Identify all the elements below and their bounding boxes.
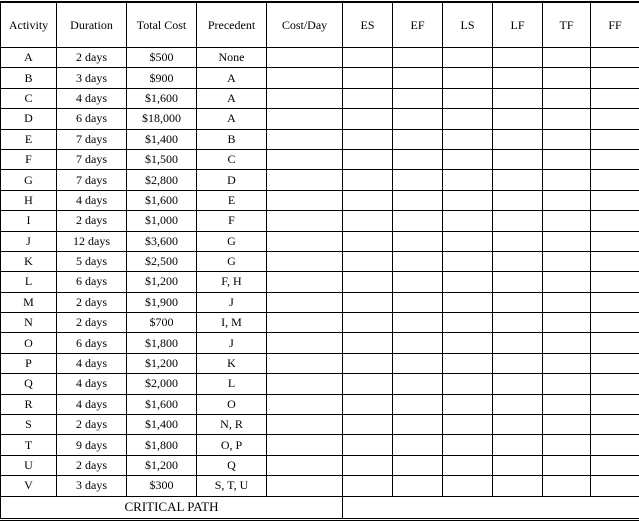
table-row xyxy=(1,394,639,414)
ef-cell[interactable] xyxy=(393,476,443,496)
cost-per-day-cell[interactable] xyxy=(267,435,343,455)
ls-cell[interactable] xyxy=(443,109,493,129)
duration-cell: 6 days xyxy=(57,272,127,292)
es-cell[interactable] xyxy=(343,231,393,251)
total-cost-cell: $1,200 xyxy=(127,272,197,292)
cost-per-day-cell[interactable] xyxy=(267,190,343,210)
cost-per-day-cell[interactable] xyxy=(267,394,343,414)
ls-cell[interactable] xyxy=(443,435,493,455)
ef-cell[interactable] xyxy=(393,333,443,353)
tf-cell[interactable] xyxy=(543,394,591,414)
ls-cell[interactable] xyxy=(443,48,493,68)
lf-cell[interactable] xyxy=(493,476,543,496)
ls-cell[interactable] xyxy=(443,333,493,353)
ef-cell[interactable] xyxy=(393,292,443,312)
ff-cell[interactable] xyxy=(591,455,639,475)
lf-cell[interactable] xyxy=(493,272,543,292)
ff-cell[interactable] xyxy=(591,394,639,414)
precedent-cell: None xyxy=(197,48,267,68)
ls-cell[interactable] xyxy=(443,272,493,292)
ls-cell[interactable] xyxy=(443,129,493,149)
lf-cell[interactable] xyxy=(493,190,543,210)
tf-cell[interactable] xyxy=(543,170,591,190)
ef-cell[interactable] xyxy=(393,170,443,190)
cost-per-day-cell[interactable] xyxy=(267,292,343,312)
tf-cell[interactable] xyxy=(543,374,591,394)
ff-cell[interactable] xyxy=(591,353,639,373)
precedent-cell: O xyxy=(197,394,267,414)
ef-cell[interactable] xyxy=(393,251,443,271)
duration-cell: 4 days xyxy=(57,394,127,414)
duration-cell: 6 days xyxy=(57,109,127,129)
ls-cell[interactable] xyxy=(443,170,493,190)
tf-cell[interactable] xyxy=(543,68,591,88)
ef-cell[interactable] xyxy=(393,231,443,251)
duration-cell: 2 days xyxy=(57,313,127,333)
es-cell[interactable] xyxy=(343,415,393,435)
total-cost-cell: $1,000 xyxy=(127,211,197,231)
precedent-cell: E xyxy=(197,190,267,210)
cost-per-day-cell[interactable] xyxy=(267,129,343,149)
ls-cell[interactable] xyxy=(443,292,493,312)
precedent-cell: F xyxy=(197,211,267,231)
total-cost-cell: $1,500 xyxy=(127,149,197,169)
table-row xyxy=(1,353,639,373)
column-header-es: ES xyxy=(343,2,393,48)
table-row xyxy=(1,435,639,455)
total-cost-cell: $2,500 xyxy=(127,251,197,271)
ff-cell[interactable] xyxy=(591,48,639,68)
precedent-cell: Q xyxy=(197,455,267,475)
total-cost-cell: $1,600 xyxy=(127,190,197,210)
lf-cell[interactable] xyxy=(493,48,543,68)
cost-per-day-cell[interactable] xyxy=(267,48,343,68)
column-header-precedent: Precedent xyxy=(197,2,267,48)
es-cell[interactable] xyxy=(343,374,393,394)
table-row xyxy=(1,109,639,129)
lf-cell[interactable] xyxy=(493,333,543,353)
tf-cell[interactable] xyxy=(543,190,591,210)
tf-cell[interactable] xyxy=(543,292,591,312)
cost-per-day-cell[interactable] xyxy=(267,455,343,475)
ls-cell[interactable] xyxy=(443,231,493,251)
es-cell[interactable] xyxy=(343,313,393,333)
duration-cell: 7 days xyxy=(57,170,127,190)
duration-cell: 2 days xyxy=(57,455,127,475)
tf-cell[interactable] xyxy=(543,211,591,231)
activity-cell: V xyxy=(1,476,57,496)
table-row xyxy=(1,149,639,169)
ef-cell[interactable] xyxy=(393,129,443,149)
es-cell[interactable] xyxy=(343,333,393,353)
tf-cell[interactable] xyxy=(543,455,591,475)
ls-cell[interactable] xyxy=(443,313,493,333)
total-cost-cell: $1,200 xyxy=(127,353,197,373)
lf-cell[interactable] xyxy=(493,211,543,231)
cost-per-day-cell[interactable] xyxy=(267,353,343,373)
lf-cell[interactable] xyxy=(493,109,543,129)
es-cell[interactable] xyxy=(343,251,393,271)
table-row xyxy=(1,88,639,108)
activity-table xyxy=(0,1,639,521)
total-cost-cell: $900 xyxy=(127,68,197,88)
tf-cell[interactable] xyxy=(543,251,591,271)
duration-cell: 2 days xyxy=(57,48,127,68)
total-cost-cell: $1,600 xyxy=(127,394,197,414)
lf-cell[interactable] xyxy=(493,231,543,251)
activity-cell: E xyxy=(1,129,57,149)
activity-cell: Q xyxy=(1,374,57,394)
duration-cell: 4 days xyxy=(57,190,127,210)
ls-cell[interactable] xyxy=(443,251,493,271)
ls-cell[interactable] xyxy=(443,88,493,108)
table-row xyxy=(1,211,639,231)
activity-cell: R xyxy=(1,394,57,414)
es-cell[interactable] xyxy=(343,455,393,475)
lf-cell[interactable] xyxy=(493,129,543,149)
activity-cell: A xyxy=(1,48,57,68)
column-header-cost-day: Cost/Day xyxy=(267,2,343,48)
lf-cell[interactable] xyxy=(493,170,543,190)
es-cell[interactable] xyxy=(343,170,393,190)
duration-cell: 2 days xyxy=(57,292,127,312)
ef-cell[interactable] xyxy=(393,313,443,333)
ef-cell[interactable] xyxy=(393,149,443,169)
duration-cell: 12 days xyxy=(57,231,127,251)
activity-cell: J xyxy=(1,231,57,251)
cost-per-day-cell[interactable] xyxy=(267,313,343,333)
duration-cell: 4 days xyxy=(57,88,127,108)
ff-cell[interactable] xyxy=(591,435,639,455)
lf-cell[interactable] xyxy=(493,88,543,108)
lf-cell[interactable] xyxy=(493,292,543,312)
cost-per-day-cell[interactable] xyxy=(267,374,343,394)
tf-cell[interactable] xyxy=(543,109,591,129)
precedent-cell: F, H xyxy=(197,272,267,292)
column-header-activity: Activity xyxy=(1,2,57,48)
ls-cell[interactable] xyxy=(443,149,493,169)
precedent-cell: I, M xyxy=(197,313,267,333)
es-cell[interactable] xyxy=(343,476,393,496)
column-header-tf: TF xyxy=(543,2,591,48)
lf-cell[interactable] xyxy=(493,68,543,88)
es-cell[interactable] xyxy=(343,394,393,414)
ef-cell[interactable] xyxy=(393,68,443,88)
activity-cell: M xyxy=(1,292,57,312)
activity-cell: K xyxy=(1,251,57,271)
table-row xyxy=(1,374,639,394)
precedent-cell: A xyxy=(197,88,267,108)
es-cell[interactable] xyxy=(343,292,393,312)
table-row xyxy=(1,129,639,149)
activity-cell: G xyxy=(1,170,57,190)
ef-cell[interactable] xyxy=(393,374,443,394)
tf-cell[interactable] xyxy=(543,435,591,455)
lf-cell[interactable] xyxy=(493,149,543,169)
cost-per-day-cell[interactable] xyxy=(267,149,343,169)
table-row xyxy=(1,251,639,271)
precedent-cell: A xyxy=(197,109,267,129)
tf-cell[interactable] xyxy=(543,129,591,149)
total-cost-cell: $2,000 xyxy=(127,374,197,394)
table-row xyxy=(1,170,639,190)
ls-cell[interactable] xyxy=(443,211,493,231)
ef-cell[interactable] xyxy=(393,88,443,108)
precedent-cell: N, R xyxy=(197,415,267,435)
es-cell[interactable] xyxy=(343,353,393,373)
tf-cell[interactable] xyxy=(543,149,591,169)
tf-cell[interactable] xyxy=(543,415,591,435)
lf-cell[interactable] xyxy=(493,251,543,271)
duration-cell: 6 days xyxy=(57,333,127,353)
precedent-cell: L xyxy=(197,374,267,394)
duration-cell: 4 days xyxy=(57,353,127,373)
ff-cell[interactable] xyxy=(591,109,639,129)
precedent-cell: O, P xyxy=(197,435,267,455)
cost-per-day-cell[interactable] xyxy=(267,109,343,129)
ef-cell[interactable] xyxy=(393,272,443,292)
activity-cell: D xyxy=(1,109,57,129)
total-cost-cell: $1,400 xyxy=(127,415,197,435)
tf-cell[interactable] xyxy=(543,272,591,292)
es-cell[interactable] xyxy=(343,272,393,292)
precedent-cell: B xyxy=(197,129,267,149)
cost-per-day-cell[interactable] xyxy=(267,272,343,292)
total-cost-cell: $1,200 xyxy=(127,455,197,475)
ff-cell[interactable] xyxy=(591,190,639,210)
duration-cell: 7 days xyxy=(57,149,127,169)
ff-cell[interactable] xyxy=(591,211,639,231)
table-row xyxy=(1,190,639,210)
lf-cell[interactable] xyxy=(493,455,543,475)
ef-cell[interactable] xyxy=(393,48,443,68)
duration-cell: 3 days xyxy=(57,68,127,88)
ef-cell[interactable] xyxy=(393,211,443,231)
ff-cell[interactable] xyxy=(591,476,639,496)
total-cost-cell: $1,800 xyxy=(127,435,197,455)
tf-cell[interactable] xyxy=(543,333,591,353)
ff-cell[interactable] xyxy=(591,68,639,88)
lf-cell[interactable] xyxy=(493,313,543,333)
ff-cell[interactable] xyxy=(591,129,639,149)
table-row xyxy=(1,333,639,353)
table-row xyxy=(1,48,639,68)
ff-cell[interactable] xyxy=(591,333,639,353)
total-cost-cell: $1,900 xyxy=(127,292,197,312)
table-row xyxy=(1,292,639,312)
total-cost-cell: $3,600 xyxy=(127,231,197,251)
es-cell[interactable] xyxy=(343,68,393,88)
activity-cell: F xyxy=(1,149,57,169)
precedent-cell: J xyxy=(197,292,267,312)
ff-cell[interactable] xyxy=(591,415,639,435)
total-cost-cell: $500 xyxy=(127,48,197,68)
ef-cell[interactable] xyxy=(393,435,443,455)
ls-cell[interactable] xyxy=(443,476,493,496)
activity-cell: C xyxy=(1,88,57,108)
column-header-ff: FF xyxy=(591,2,639,48)
es-cell[interactable] xyxy=(343,211,393,231)
activity-cell: I xyxy=(1,211,57,231)
ef-cell[interactable] xyxy=(393,109,443,129)
total-cost-cell: $300 xyxy=(127,476,197,496)
table-row xyxy=(1,272,639,292)
precedent-cell: C xyxy=(197,149,267,169)
tf-cell[interactable] xyxy=(543,313,591,333)
precedent-cell: J xyxy=(197,333,267,353)
tf-cell[interactable] xyxy=(543,48,591,68)
duration-cell: 2 days xyxy=(57,211,127,231)
precedent-cell: A xyxy=(197,68,267,88)
ls-cell[interactable] xyxy=(443,455,493,475)
duration-cell: 5 days xyxy=(57,251,127,271)
total-cost-cell: $1,800 xyxy=(127,333,197,353)
ls-cell[interactable] xyxy=(443,374,493,394)
cost-per-day-cell[interactable] xyxy=(267,333,343,353)
tf-cell[interactable] xyxy=(543,476,591,496)
table-row xyxy=(1,313,639,333)
ff-cell[interactable] xyxy=(591,231,639,251)
table-body xyxy=(1,48,639,497)
ef-cell[interactable] xyxy=(393,394,443,414)
ls-cell[interactable] xyxy=(443,190,493,210)
table-row xyxy=(1,231,639,251)
lf-cell[interactable] xyxy=(493,394,543,414)
tf-cell[interactable] xyxy=(543,353,591,373)
duration-cell: 3 days xyxy=(57,476,127,496)
column-header-lf: LF xyxy=(493,2,543,48)
column-header-total-cost: Total Cost xyxy=(127,2,197,48)
ff-cell[interactable] xyxy=(591,272,639,292)
lf-cell[interactable] xyxy=(493,415,543,435)
ls-cell[interactable] xyxy=(443,415,493,435)
duration-cell: 7 days xyxy=(57,129,127,149)
precedent-cell: K xyxy=(197,353,267,373)
cost-per-day-cell[interactable] xyxy=(267,170,343,190)
ef-cell[interactable] xyxy=(393,415,443,435)
ff-cell[interactable] xyxy=(591,149,639,169)
ef-cell[interactable] xyxy=(393,353,443,373)
ff-cell[interactable] xyxy=(591,170,639,190)
es-cell[interactable] xyxy=(343,435,393,455)
ff-cell[interactable] xyxy=(591,313,639,333)
total-cost-cell: $700 xyxy=(127,313,197,333)
lf-cell[interactable] xyxy=(493,435,543,455)
total-cost-cell: $2,800 xyxy=(127,170,197,190)
ef-cell[interactable] xyxy=(393,190,443,210)
table-row xyxy=(1,476,639,496)
column-header-ls: LS xyxy=(443,2,493,48)
ff-cell[interactable] xyxy=(591,292,639,312)
duration-cell: 9 days xyxy=(57,435,127,455)
es-cell[interactable] xyxy=(343,149,393,169)
precedent-cell: D xyxy=(197,170,267,190)
cost-per-day-cell[interactable] xyxy=(267,231,343,251)
table-row xyxy=(1,415,639,435)
ls-cell[interactable] xyxy=(443,394,493,414)
critical-path-label: CRITICAL PATH xyxy=(1,496,343,519)
precedent-cell: G xyxy=(197,231,267,251)
cost-per-day-cell[interactable] xyxy=(267,68,343,88)
activity-cell: U xyxy=(1,455,57,475)
activity-cell: H xyxy=(1,190,57,210)
lf-cell[interactable] xyxy=(493,353,543,373)
table-row xyxy=(1,68,639,88)
precedent-cell: G xyxy=(197,251,267,271)
total-cost-cell: $18,000 xyxy=(127,109,197,129)
header-row xyxy=(1,2,639,48)
critical-path-value[interactable] xyxy=(343,496,639,519)
es-cell[interactable] xyxy=(343,109,393,129)
activity-cell: T xyxy=(1,435,57,455)
lf-cell[interactable] xyxy=(493,374,543,394)
activity-cell: B xyxy=(1,68,57,88)
es-cell[interactable] xyxy=(343,48,393,68)
ff-cell[interactable] xyxy=(591,88,639,108)
activity-cell: L xyxy=(1,272,57,292)
total-cost-cell: $1,400 xyxy=(127,129,197,149)
es-cell[interactable] xyxy=(343,88,393,108)
ff-cell[interactable] xyxy=(591,251,639,271)
duration-cell: 4 days xyxy=(57,374,127,394)
cost-per-day-cell[interactable] xyxy=(267,476,343,496)
column-header-duration: Duration xyxy=(57,2,127,48)
activity-cell: N xyxy=(1,313,57,333)
activity-cell: O xyxy=(1,333,57,353)
critical-path-row xyxy=(1,496,639,519)
ff-cell[interactable] xyxy=(591,374,639,394)
cost-per-day-cell[interactable] xyxy=(267,211,343,231)
es-cell[interactable] xyxy=(343,129,393,149)
es-cell[interactable] xyxy=(343,190,393,210)
precedent-cell: S, T, U xyxy=(197,476,267,496)
cost-per-day-cell[interactable] xyxy=(267,251,343,271)
ls-cell[interactable] xyxy=(443,68,493,88)
tf-cell[interactable] xyxy=(543,231,591,251)
column-header-ef: EF xyxy=(393,2,443,48)
cost-per-day-cell[interactable] xyxy=(267,415,343,435)
ef-cell[interactable] xyxy=(393,455,443,475)
activity-cell: S xyxy=(1,415,57,435)
tf-cell[interactable] xyxy=(543,88,591,108)
total-cost-cell: $1,600 xyxy=(127,88,197,108)
ls-cell[interactable] xyxy=(443,353,493,373)
table-row xyxy=(1,455,639,475)
duration-cell: 2 days xyxy=(57,415,127,435)
cost-per-day-cell[interactable] xyxy=(267,88,343,108)
activity-cell: P xyxy=(1,353,57,373)
